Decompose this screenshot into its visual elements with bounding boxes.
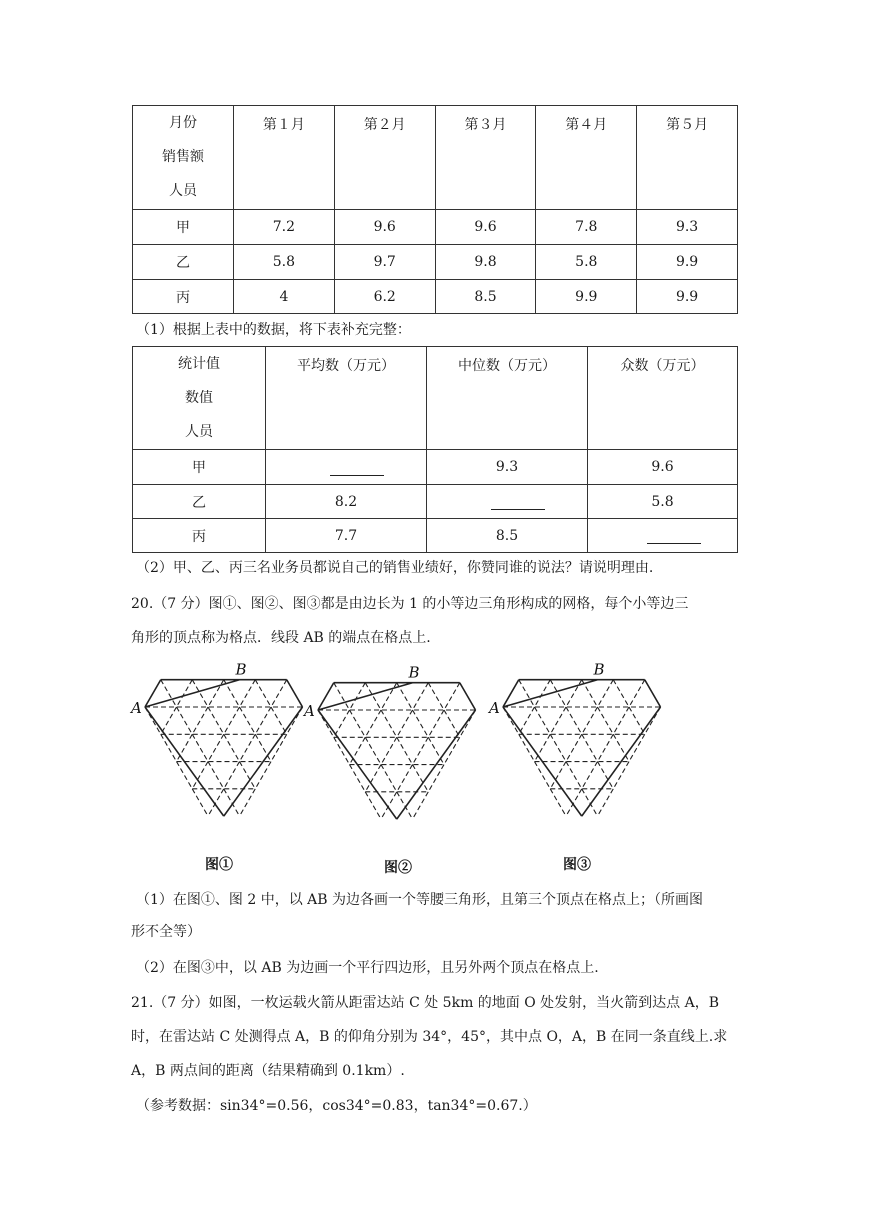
grid-line	[365, 710, 381, 737]
grid-line	[613, 707, 629, 734]
grid-line	[224, 707, 240, 734]
mode-header: 众数（万元）	[588, 347, 738, 450]
grid-line	[413, 710, 429, 737]
figure-1-caption: 图①	[205, 857, 233, 873]
grid-line	[598, 680, 614, 707]
grid-line	[255, 762, 271, 789]
grid-line	[613, 762, 629, 789]
answer-blank[interactable]	[491, 493, 545, 510]
grid-figure-3	[503, 680, 661, 816]
grid-line	[287, 707, 303, 734]
grid-line	[208, 707, 224, 734]
grid-figure-1	[145, 680, 303, 816]
grid-line	[350, 710, 366, 737]
grid-line	[334, 710, 350, 737]
grid-line	[255, 707, 271, 734]
question-19-part-1: （1）根据上表中的数据，将下表补充完整：	[136, 322, 411, 338]
grid-line	[582, 762, 598, 789]
grid-line	[550, 734, 566, 761]
cell: 9.3	[427, 450, 588, 485]
grid-line	[598, 734, 614, 761]
point-a-label: A	[131, 699, 142, 717]
grid-line	[240, 680, 256, 707]
grid-line	[145, 707, 161, 734]
grid-line	[192, 789, 208, 816]
answer-blank[interactable]	[330, 459, 384, 476]
figure-2-caption: 图②	[384, 860, 412, 876]
grid-line	[161, 680, 177, 707]
cell	[266, 450, 427, 485]
header-month: 月份	[169, 115, 197, 131]
question-21-line-1: 21.（7 分）如图，一枚运载火箭从距雷达站 C 处 5km 的地面 O 处发射，当火箭到达点 A，B	[131, 995, 720, 1011]
question-21-reference-data: （参考数据：sin34°=0.56，cos34°=0.83，tan34°=0.67.）	[136, 1098, 537, 1114]
header-person: 人员	[185, 424, 213, 440]
grid-line	[613, 680, 629, 707]
grid-line	[550, 707, 566, 734]
cell: 9.3	[637, 210, 738, 245]
grid-line	[460, 710, 476, 737]
grid-line	[350, 765, 366, 792]
grid-line	[334, 683, 350, 710]
point-b-label: B	[408, 663, 420, 682]
question-20-part-1-line-2: 形不全等）	[131, 924, 201, 940]
figure-3-caption: 图③	[563, 857, 591, 873]
month-3-header: 第３月	[435, 106, 536, 210]
grid-line	[397, 737, 413, 764]
table-row	[133, 519, 738, 553]
cell: 5.8	[588, 485, 738, 519]
question-21-line-2: 时，在雷达站 C 处测得点 A，B 的仰角分别为 34°，45°，其中点 O，A，B 在同一条直线上.求	[131, 1029, 728, 1045]
grid-line	[255, 680, 271, 707]
cell	[427, 485, 588, 519]
grid-line	[582, 707, 598, 734]
grid-line	[161, 707, 177, 734]
point-b-label: B	[593, 660, 605, 679]
answer-blank[interactable]	[647, 527, 701, 544]
month-5-header: 第５月	[637, 106, 738, 210]
grid-line	[413, 737, 429, 764]
grid-line	[224, 734, 240, 761]
question-21-line-3: A，B 两点间的距离（结果精确到 0.1km）.	[131, 1063, 405, 1079]
grid-line	[365, 792, 381, 819]
grid-line	[397, 710, 413, 737]
grid-line	[240, 707, 256, 734]
question-20-part-2: （2）在图③中，以 AB 为边画一个平行四边形，且另外两个顶点在格点上.	[136, 960, 599, 976]
grid-line	[535, 762, 551, 789]
question-19-part-2: （2）甲、乙、丙三名业务员都说自己的销售业绩好，你赞同谁的说法？请说明理由.	[136, 560, 654, 576]
header-cell	[133, 347, 266, 450]
statistics-table	[132, 346, 738, 553]
row-name: 乙	[133, 245, 234, 280]
grid-figure-2	[318, 683, 476, 819]
grid-line	[550, 789, 566, 816]
grid-line	[177, 734, 193, 761]
grid-line	[177, 707, 193, 734]
table-row	[133, 280, 738, 314]
grid-line	[224, 762, 240, 789]
cell: 4	[234, 280, 335, 314]
figure-container	[145, 680, 661, 819]
question-20-line-2: 角形的顶点称为格点．线段 AB 的端点在格点上.	[131, 630, 431, 646]
grid-line	[381, 710, 397, 737]
table-row	[133, 450, 738, 485]
grid-line	[428, 683, 444, 710]
grid-line	[381, 765, 397, 792]
cell: 7.2	[234, 210, 335, 245]
grid-line	[240, 734, 256, 761]
cell: 7.8	[536, 210, 637, 245]
question-20-line-1: 20.（7 分）图①、图②、图③都是由边长为 1 的小等边三角形构成的网格，每个小等边三	[131, 596, 689, 612]
month-2-header: 第２月	[334, 106, 435, 210]
header-statistic: 统计值	[178, 356, 220, 372]
question-20-part-1-line-1: （1）在图①、图 2 中，以 AB 为边各画一个等腰三角形，且第三个顶点在格点上；（所画图	[136, 892, 704, 908]
grid-line	[271, 680, 287, 707]
cell: 9.6	[435, 210, 536, 245]
grid-line	[365, 737, 381, 764]
grid-line	[582, 734, 598, 761]
cell: 8.5	[427, 519, 588, 553]
grid-line	[629, 707, 645, 734]
grid-line	[503, 707, 519, 734]
month-1-header: 第１月	[234, 106, 335, 210]
grid-line	[598, 707, 614, 734]
table-row	[133, 245, 738, 280]
grid-line	[381, 737, 397, 764]
header-cell	[133, 106, 234, 210]
grid-line	[519, 680, 535, 707]
header-value: 数值	[185, 390, 213, 406]
cell: 9.8	[435, 245, 536, 280]
row-name: 甲	[133, 450, 266, 485]
grid-line	[629, 680, 645, 707]
grid-line	[613, 734, 629, 761]
month-4-header: 第４月	[536, 106, 637, 210]
cell: 9.6	[334, 210, 435, 245]
cell: 9.9	[536, 280, 637, 314]
grid-line	[519, 707, 535, 734]
grid-line	[444, 710, 460, 737]
grid-line	[192, 707, 208, 734]
grid-line	[566, 734, 582, 761]
cell	[588, 519, 738, 553]
row-name: 丙	[133, 280, 234, 314]
median-header: 中位数（万元）	[427, 347, 588, 450]
grid-line	[645, 707, 661, 734]
sales-table	[132, 105, 738, 314]
grid-line	[208, 762, 224, 789]
row-name: 丙	[133, 519, 266, 553]
grid-line	[177, 762, 193, 789]
grid-line	[208, 734, 224, 761]
table-row	[133, 210, 738, 245]
cell: 7.7	[266, 519, 427, 553]
grid-line	[350, 737, 366, 764]
grid-line	[240, 789, 256, 816]
grid-line	[566, 762, 582, 789]
grid-line	[535, 707, 551, 734]
grid-line	[444, 683, 460, 710]
grid-line	[381, 683, 397, 710]
grid-line	[428, 737, 444, 764]
grid-line	[566, 707, 582, 734]
grid-line	[192, 734, 208, 761]
grid-line	[318, 710, 334, 737]
point-b-label: B	[235, 660, 247, 679]
cell: 9.6	[588, 450, 738, 485]
grid-figures	[0, 650, 869, 880]
point-a-label: A	[489, 699, 500, 717]
header-person: 人员	[169, 183, 197, 199]
point-a-label: A	[304, 702, 315, 720]
grid-line	[598, 789, 614, 816]
cell: 5.8	[234, 245, 335, 280]
grid-line	[255, 734, 271, 761]
cell: 5.8	[536, 245, 637, 280]
header-sales: 销售额	[162, 149, 204, 165]
grid-line	[566, 680, 582, 707]
row-name: 甲	[133, 210, 234, 245]
row-name: 乙	[133, 485, 266, 519]
table-row	[133, 485, 738, 519]
grid-line	[413, 683, 429, 710]
grid-line	[428, 765, 444, 792]
cell: 9.7	[334, 245, 435, 280]
grid-line	[413, 792, 429, 819]
grid-line	[428, 710, 444, 737]
mean-header: 平均数（万元）	[266, 347, 427, 450]
cell: 6.2	[334, 280, 435, 314]
grid-line	[271, 707, 287, 734]
grid-line	[535, 734, 551, 761]
grid-line	[397, 765, 413, 792]
cell: 8.2	[266, 485, 427, 519]
grid-line	[208, 680, 224, 707]
cell: 9.9	[637, 245, 738, 280]
cell: 9.9	[637, 280, 738, 314]
cell: 8.5	[435, 280, 536, 314]
